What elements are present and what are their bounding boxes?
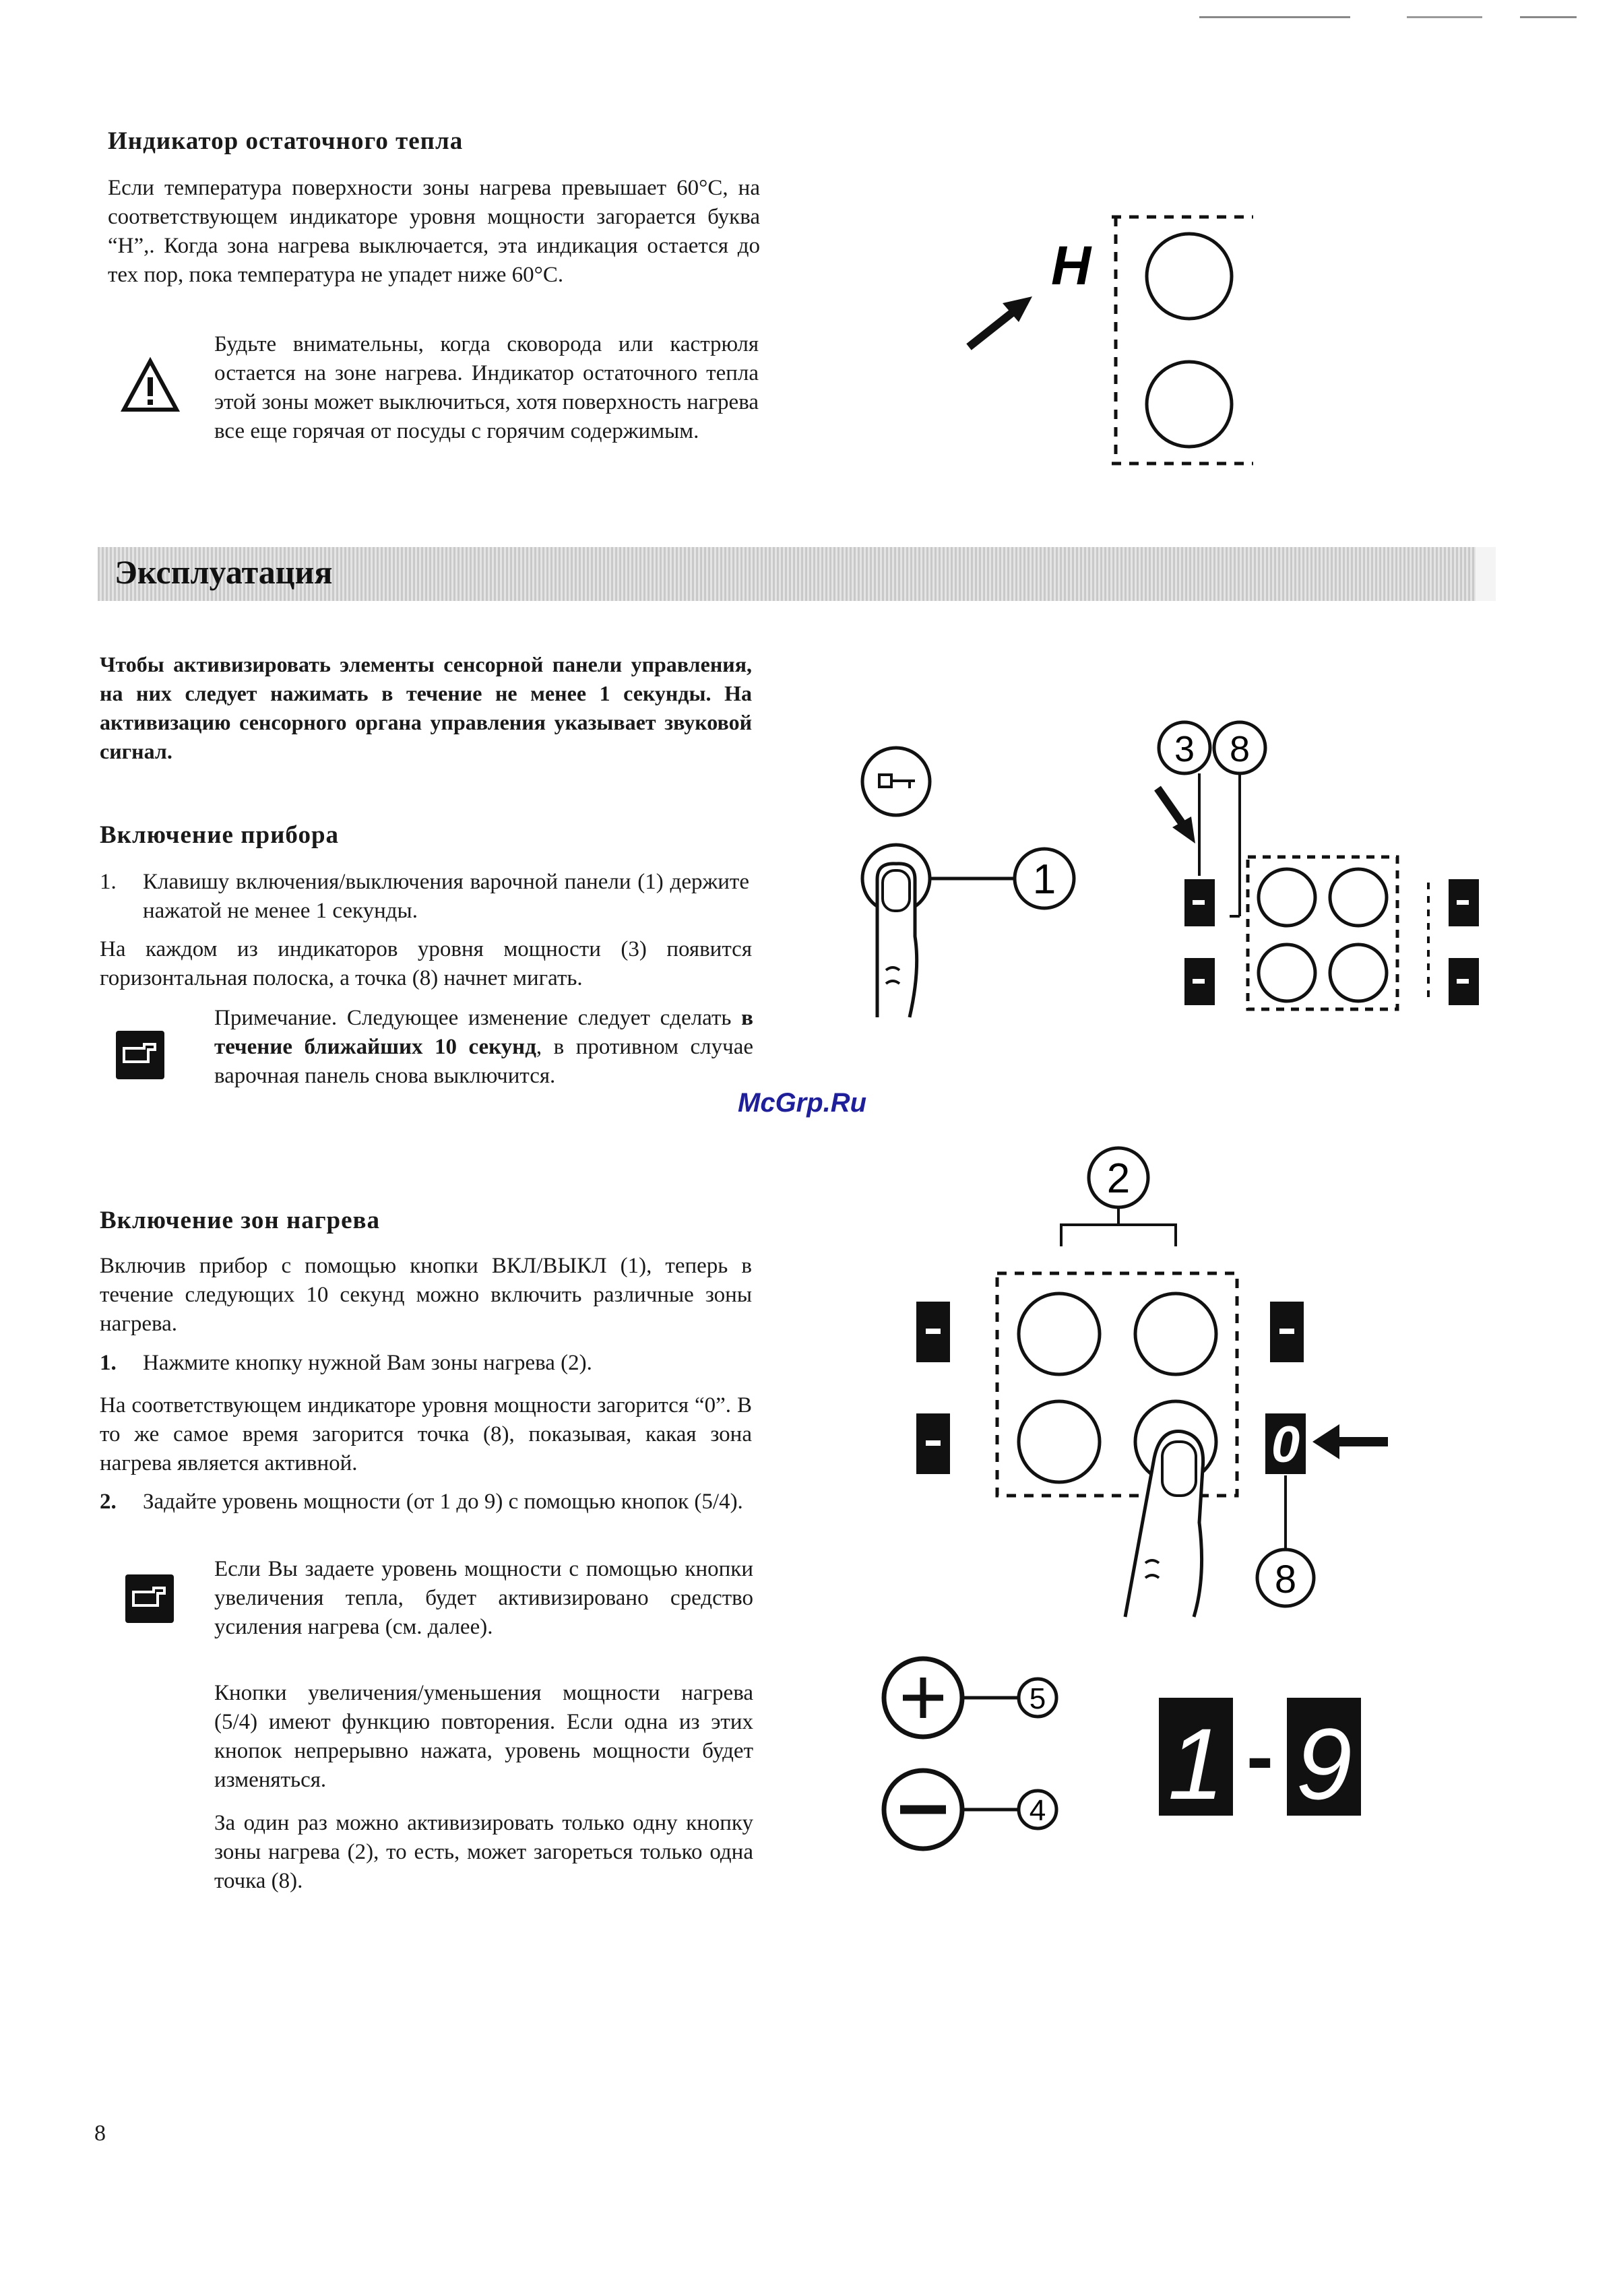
- zones-on-para1: Включив прибор с помощью кнопки ВКЛ/ВЫКЛ (1), теперь в течение следующих 10 секунд можно включить различные зоны нагрева.: [100, 1254, 752, 1336]
- label-5: 5: [1029, 1682, 1046, 1715]
- label-2: 2: [1106, 1155, 1131, 1202]
- zones-on-step2-number: 2.: [100, 1490, 117, 1514]
- operation-banner-title: Эксплуатация: [115, 553, 333, 591]
- label-4: 4: [1029, 1794, 1046, 1827]
- range-dash: -: [1246, 1711, 1273, 1801]
- residual-heat-diagram: [950, 209, 1273, 478]
- scan-artifact-line: [1199, 16, 1577, 18]
- zones-on-title: Включение зон нагрева: [100, 1207, 381, 1234]
- range-end-digit: 9: [1296, 1707, 1352, 1819]
- residual-heat-paragraph: Если температура поверхности зоны нагрева превышает 60°C, на соответствующем индикаторе уровня мощности загорается буква “H”,. Когда зона нагрева выключается, эта индикация остается до тех пор, пока температура не упадет ниже 60°C.: [108, 176, 760, 287]
- switch-on-step1-number: 1.: [100, 870, 117, 894]
- display-zero: 0: [1271, 1416, 1300, 1473]
- zones-on-note3: За один раз можно активизировать только одну кнопку зоны нагрева (2), то есть, может загореться только одна точка (8).: [214, 1811, 753, 1893]
- note-hand-icon: [116, 1031, 164, 1079]
- zones-on-step1: Нажмите кнопку нужной Вам зоны нагрева (2).: [143, 1351, 592, 1375]
- plus-minus-diagram: [876, 1651, 1091, 1866]
- finger-icon: [1125, 1432, 1203, 1617]
- power-level-range-display: [1159, 1698, 1361, 1819]
- residual-heat-letter: H: [1051, 235, 1091, 296]
- power-display-indicators: [916, 1302, 1306, 1474]
- switch-on-title: Включение прибора: [100, 821, 340, 849]
- switch-on-note-suffix: , в противном случае варочная панель снова выключится.: [214, 1035, 753, 1088]
- residual-heat-title: Индикатор остаточного тепла: [108, 127, 464, 155]
- switch-on-diagram: [835, 714, 1496, 1038]
- zones-on-note1: Если Вы задаете уровень мощности с помощью кнопки увеличения тепла, будет активизировано средство усиления нагрева (см. далее).: [214, 1557, 753, 1639]
- range-start-digit: 1: [1168, 1707, 1224, 1819]
- label-8-zone: 8: [1274, 1558, 1297, 1601]
- switch-on-step1: Клавишу включения/выключения варочной панели (1) держите нажатой не менее 1 секунды.: [143, 870, 749, 923]
- switch-on-after: На каждом из индикаторов уровня мощности (3) появится горизонтальная полоска, а точка (8) начнет мигать.: [100, 937, 752, 990]
- label-8: 8: [1229, 729, 1250, 769]
- zones-on-step2: Задайте уровень мощности (от 1 до 9) с помощью кнопок (5/4).: [143, 1490, 743, 1514]
- label-1: 1: [1032, 856, 1056, 903]
- label-3: 3: [1174, 729, 1195, 769]
- switch-on-note: [214, 1004, 753, 1091]
- note-hand-icon: [125, 1574, 174, 1623]
- zones-on-diagram: [903, 1145, 1455, 1630]
- switch-on-note-prefix: Примечание. Следующее изменение следует сделать: [214, 1006, 742, 1030]
- zones-on-step1-number: 1.: [100, 1351, 117, 1375]
- warning-icon: [120, 357, 181, 414]
- zones-on-para2: На соответствующем индикаторе уровня мощности загорится “0”. В то же самое время загорится точка (8), показывая, какая зона нагрева является активной.: [100, 1393, 752, 1475]
- switch-on-note-bold: в течение ближайших 10 секунд: [214, 1006, 753, 1059]
- residual-heat-warning: Будьте внимательны, когда сковорода или кастрюля остается на зоне нагрева. Индикатор остаточного тепла этой зоны может выключиться, хотя поверхность нагрева все еще горячая от посуды с горячим содержимым.: [214, 332, 759, 443]
- watermark-text[interactable]: McGrp.Ru: [738, 1088, 867, 1118]
- page-number: 8: [94, 2121, 106, 2146]
- operation-intro: Чтобы активизировать элементы сенсорной панели управления, на них следует нажимать в течение не менее 1 секунды. На активизацию сенсорного органа управления указывает звуковой сигнал.: [100, 652, 752, 763]
- zones-on-note2: Кнопки увеличения/уменьшения мощности нагрева (5/4) имеют функцию повторения. Если одна из этих кнопок непрерывно нажата, уровень мощности будет изменяться.: [214, 1681, 753, 1792]
